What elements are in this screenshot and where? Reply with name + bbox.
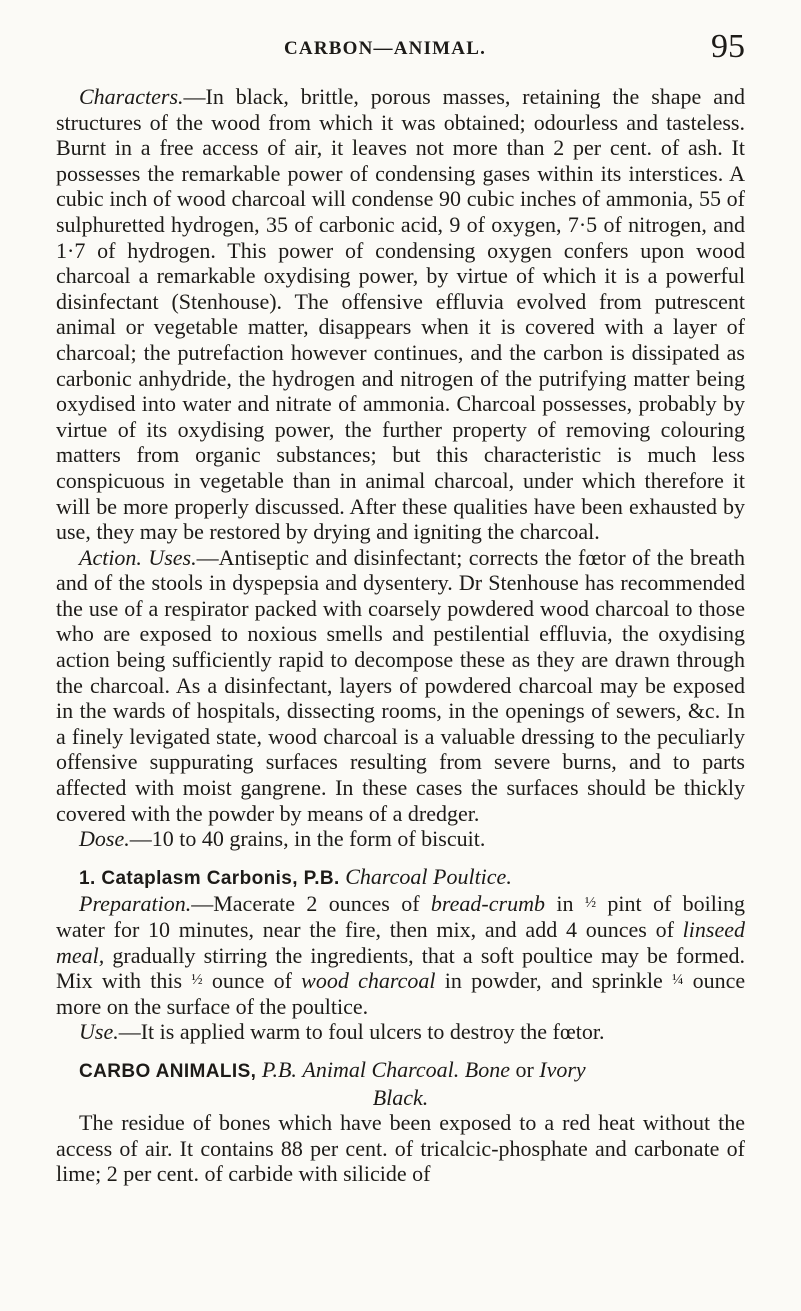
characters-text: —In black, brittle, porous masses, retaining the shape and structures of the wood from which it was obtained; odourless and tasteless. Burnt in a free access of air, it leaves not more than 2 per cent. of ash. It possesses the remarkable power of condensing gases within its interstices. A cubic inch of wood charcoal will condense 90 cubic inches of ammonia, 55 of sulphuretted hydrogen, 35 of carbonic acid, 9 of oxygen, 7·5 of nitrogen, and 1·7 of hydrogen. This power of condensing oxygen confers upon wood charcoal a remarkable oxydising power, by virtue of which it is a powerful disinfectant (Stenhouse). The offensive effluvia evolved from putrescent animal or vegetable matter, disappears when it is covered with a layer of charcoal; the putrefaction however continues, and the carbon is dissipated as carbonic anhydride, the hydrogen and nitrogen of the putrifying matter being oxydised into water and nitrate of ammonia. Charcoal possesses, probably by virtue of its oxydising power, the further property of removing colouring matters from organic substances; but this characteristic is much less conspicuous in vegetable than in animal charcoal, under which therefore it will be more properly discussed. After these qualities have been exhausted by use, they may be restored by drying and igniting the charcoal. — [56, 84, 745, 545]
poultice-heading — [56, 864, 745, 892]
poultice-title-english: Charcoal Poultice. — [345, 863, 512, 889]
fraction-quarter: ¼ — [672, 972, 684, 989]
ingredient-bread-crumb: bread-crumb — [430, 891, 545, 917]
carbo-english-4: Black. — [372, 1084, 429, 1110]
carbo-pb: P.B. — [261, 1056, 297, 1082]
use-paragraph — [56, 1019, 745, 1045]
page-number: 95 — [711, 28, 745, 65]
carbo-english-1: Animal Charcoal. — [302, 1056, 460, 1082]
dose-paragraph — [56, 826, 745, 852]
preparation-text: in powder, and sprinkle — [444, 968, 663, 994]
action-paragraph — [56, 545, 745, 827]
poultice-title: 1. Cataplasm Carbonis, P.B. — [79, 867, 340, 889]
residue-text: The residue of bones which have been exposed to a red heat without the access of air. It contains 88 per cent. of tricalcic-phosphate and carbonate of lime; 2 per cent. of carbide with silicide of — [56, 1110, 745, 1187]
preparation-text: gradually stirring the ingredients, that a soft poultice may be formed. Mix with this — [56, 942, 745, 994]
preparation-text: —Macerate 2 ounces of — [191, 891, 420, 917]
fraction-half: ½ — [584, 895, 597, 912]
characters-paragraph — [56, 84, 745, 545]
action-text: —Antiseptic and disinfectant; corrects the fœtor of the breath and of the stools in dyspepsia and dysentery. Dr Stenhouse has recommended the use of a respirator packed with coarsely powdered wood charcoal to those who are exposed to noxious smells and pestilential effluvia, the oxydising action being sufficiently rapid to decompose these as they are drawn through the charcoal. As a disinfectant, layers of powdered charcoal may be exposed in the wards of hospitals, dissecting rooms, in the openings of sewers, &c. In a finely levigated state, wood charcoal is a valuable dressing to the peculiarly offensive suppurating surfaces resulting from severe burns, and to parts affected with moist gangrene. In these cases the surfaces should be thickly covered with the powder by means of a dredger. — [56, 544, 746, 826]
preparation-text: pint of boiling water for 10 minutes, near the fire, then mix, and add 4 ounces of — [56, 891, 746, 942]
preparation-text: ounce of — [211, 968, 292, 994]
carbo-animalis-heading — [56, 1057, 745, 1085]
use-text: —It is applied warm to foul ulcers to destroy the fœtor. — [118, 1019, 605, 1045]
carbo-english-2: Bone — [464, 1056, 510, 1082]
running-title: CARBON—ANIMAL. — [284, 38, 487, 59]
ingredient-wood-charcoal: wood charcoal — [301, 968, 436, 994]
preparation-text: in — [556, 891, 574, 917]
carbo-title: CARBO ANIMALIS, — [79, 1060, 257, 1082]
dose-text: —10 to 40 grains, in the form of biscuit. — [129, 826, 486, 852]
residue-paragraph — [56, 1110, 745, 1187]
fraction-half: ½ — [191, 972, 203, 989]
action-label: Action. Uses. — [79, 544, 197, 570]
use-label: Use. — [79, 1019, 119, 1045]
carbo-heading-continued — [56, 1085, 745, 1111]
ingredient-linseed-meal: linseed meal, — [56, 917, 745, 968]
carbo-or: or — [515, 1056, 534, 1082]
preparation-text: ounce more on the surface of the poultice. — [56, 968, 746, 1019]
page-header — [0, 30, 801, 70]
preparation-label: Preparation. — [79, 891, 192, 917]
carbo-english-3: Ivory — [539, 1056, 586, 1082]
preparation-paragraph — [56, 891, 745, 1019]
characters-label: Characters. — [79, 84, 184, 109]
page-body — [56, 84, 745, 1187]
dose-label: Dose. — [79, 826, 130, 852]
